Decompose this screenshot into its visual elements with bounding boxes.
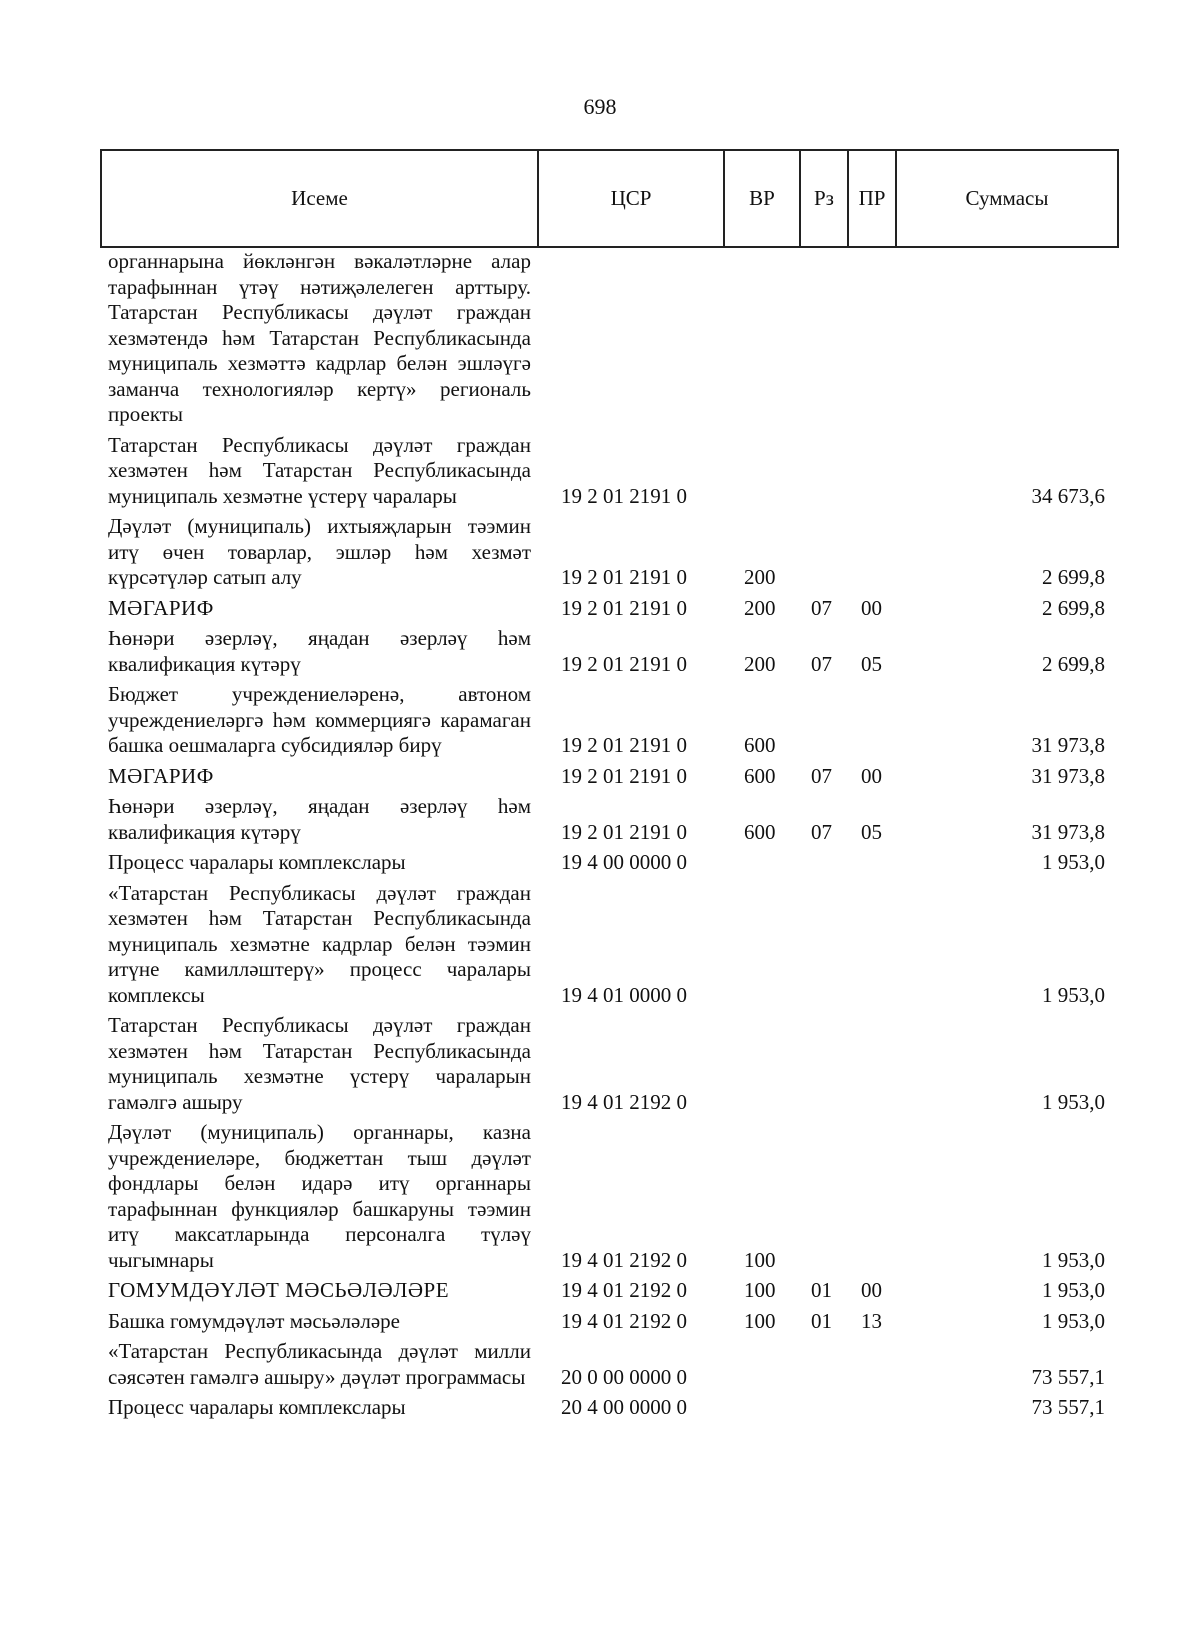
cell-name: органнарына йөкләнгән вәкаләтләрне алар тарафыннан үтәү нәтиҗәлелеген арттыру. Татарстан Республикасы дәүләт граждан хезмәтендә һәм Татарстан Республикасында муниципаль хезмәттә кадрлар белән эшләүгә заманча технологияләр кертү» региональ проекты: [108, 249, 531, 426]
cell-name: «Татарстан Республикасы дәүләт граждан хезмәтен һәм Татарстан Республикасында муниципаль хезмәтне кадрлар белән тәэмин итүне камилләштерү» процесс чаралары комплексы: [108, 880, 531, 1007]
cell-sum: 1 953,0: [1042, 1247, 1105, 1272]
cell-rz: [799, 1120, 847, 1278]
cell-rz: 07: [811, 763, 832, 788]
cell-csr: 19 2 01 2191 0: [561, 595, 687, 620]
header-name: Исеме: [101, 150, 538, 247]
cell-name: Һөнәри әзерләү, яңадан әзерләү һәм квалификация күтәрү: [108, 626, 531, 676]
cell-sum: 34 673,6: [1031, 483, 1105, 508]
cell-vr: [723, 881, 799, 1014]
table-row: [100, 1395, 1117, 1426]
cell-csr: 19 4 01 2192 0: [561, 1278, 687, 1302]
cell-vr: [723, 850, 799, 881]
cell-pr: 00: [861, 595, 882, 620]
cell-name: «Татарстан Республикасында дәүләт милли сәясәтен гамәлгә ашыру» дәүләт программасы: [108, 1339, 531, 1389]
table-row: [100, 794, 1117, 850]
cell-rz: 01: [811, 1308, 832, 1333]
cell-rz: [799, 1013, 847, 1120]
cell-csr: 19 2 01 2191 0: [561, 819, 687, 844]
header-vr: ВР: [724, 150, 800, 247]
cell-vr: [723, 1395, 799, 1426]
cell-vr: [723, 1013, 799, 1120]
cell-csr: 19 4 01 2192 0: [561, 1247, 687, 1272]
cell-name: Бюджет учреждениеләренә, автоном учреждениеләргә һәм коммерциягә карамаган башка оешмаларга субсидияләр бирү: [108, 682, 531, 757]
table-row: [100, 514, 1117, 596]
cell-vr: [723, 249, 799, 433]
cell-vr: 200: [744, 565, 776, 589]
cell-csr: 19 4 00 0000 0: [561, 850, 687, 874]
cell-pr: [847, 249, 895, 433]
table-row: [100, 764, 1117, 795]
budget-table: [100, 249, 1117, 1426]
cell-sum: 1 953,0: [1042, 1278, 1105, 1302]
cell-name: Һөнәри әзерләү, яңадан әзерләү һәм квалификация күтәрү: [108, 794, 531, 844]
cell-name: МӘГАРИФ: [108, 595, 214, 620]
cell-pr: [847, 682, 895, 764]
cell-rz: [799, 1339, 847, 1395]
table-row: [100, 881, 1117, 1014]
header-rz: Рз: [800, 150, 848, 247]
cell-sum: 2 699,8: [1042, 565, 1105, 589]
cell-vr: 100: [744, 1308, 776, 1333]
header-sum: Суммасы: [896, 150, 1118, 247]
cell-name: ГОМУМДӘҮЛӘТ МӘСЬӘЛӘЛӘРЕ: [108, 1278, 450, 1302]
cell-sum: 2 699,8: [1042, 651, 1105, 676]
cell-csr: 20 4 00 0000 0: [561, 1395, 687, 1419]
cell-rz: [799, 249, 847, 433]
cell-csr: 19 4 01 2192 0: [561, 1308, 687, 1333]
table-row: [100, 1309, 1117, 1340]
cell-rz: [799, 433, 847, 515]
cell-csr: 19 2 01 2191 0: [561, 763, 687, 788]
cell-pr: 00: [861, 1278, 882, 1302]
cell-sum: 1 953,0: [1042, 850, 1105, 874]
cell-sum: [895, 249, 1117, 433]
cell-pr: [847, 1013, 895, 1120]
cell-name: Процесс чаралары комплекслары: [108, 1395, 406, 1419]
cell-pr: [847, 433, 895, 515]
cell-vr: [723, 433, 799, 515]
cell-vr: 200: [744, 651, 776, 676]
cell-name: Дәүләт (муниципаль) ихтыяҗларын тәэмин итү өчен товарлар, эшләр һәм хезмәт күрсәтүләр сатып алу: [108, 514, 531, 589]
header-csr: ЦСР: [538, 150, 724, 247]
cell-csr: 19 4 01 2192 0: [561, 1089, 687, 1114]
cell-pr: [847, 1395, 895, 1426]
table-row: [100, 682, 1117, 764]
cell-pr: [847, 1120, 895, 1278]
cell-sum: 31 973,8: [1031, 733, 1105, 757]
cell-rz: 07: [811, 651, 832, 676]
cell-csr: [537, 249, 723, 433]
cell-name: Башка гомумдәүләт мәсьәләләре: [108, 1308, 400, 1333]
cell-sum: 73 557,1: [1031, 1364, 1105, 1389]
cell-sum: 31 973,8: [1031, 763, 1105, 788]
cell-vr: [723, 1339, 799, 1395]
cell-pr: 13: [861, 1308, 882, 1333]
table-row: [100, 433, 1117, 515]
cell-pr: [847, 881, 895, 1014]
cell-csr: 19 2 01 2191 0: [561, 651, 687, 676]
cell-name: Процесс чаралары комплекслары: [108, 850, 406, 874]
table-row: [100, 1339, 1117, 1395]
cell-pr: [847, 1339, 895, 1395]
table-body: [100, 249, 1117, 1426]
header-pr: ПР: [848, 150, 896, 247]
table-row: [100, 596, 1117, 627]
cell-vr: 100: [744, 1247, 776, 1272]
cell-sum: 1 953,0: [1042, 982, 1105, 1007]
table-row: [100, 1278, 1117, 1309]
cell-name: Татарстан Республикасы дәүләт граждан хезмәтен һәм Татарстан Республикасында муниципаль хезмәтне үстерү чаралары: [108, 432, 531, 508]
cell-rz: 07: [811, 819, 832, 844]
cell-vr: 600: [744, 819, 776, 844]
table-row: [100, 1120, 1117, 1278]
table-row: [100, 1013, 1117, 1120]
cell-rz: 07: [811, 595, 832, 620]
cell-sum: 73 557,1: [1031, 1395, 1105, 1419]
cell-pr: [847, 850, 895, 881]
cell-name: МӘГАРИФ: [108, 763, 214, 788]
table-row: [100, 249, 1117, 433]
cell-rz: 01: [811, 1278, 832, 1302]
cell-rz: [799, 514, 847, 596]
cell-sum: 31 973,8: [1031, 819, 1105, 844]
page-number: 698: [583, 94, 617, 119]
cell-rz: [799, 682, 847, 764]
cell-vr: 600: [744, 733, 776, 757]
cell-vr: 200: [744, 595, 776, 620]
cell-csr: 19 4 01 0000 0: [561, 982, 687, 1007]
cell-sum: 2 699,8: [1042, 595, 1105, 620]
cell-csr: 19 2 01 2191 0: [561, 733, 687, 757]
table-row: [100, 626, 1117, 682]
cell-pr: [847, 514, 895, 596]
cell-rz: [799, 881, 847, 1014]
cell-pr: 05: [861, 819, 882, 844]
cell-vr: 600: [744, 763, 776, 788]
cell-pr: 00: [861, 763, 882, 788]
cell-name: Дәүләт (муниципаль) органнары, казна учреждениеләре, бюджеттан тыш дәүләт фондлары белән идарә итү органнары тарафыннан функцияләр башкаруны тәэмин итү максатларында персоналга түләү чыгымнары: [108, 1120, 531, 1272]
cell-pr: 05: [861, 651, 882, 676]
cell-csr: 19 2 01 2191 0: [561, 565, 687, 589]
cell-csr: 19 2 01 2191 0: [561, 483, 687, 508]
cell-vr: 100: [744, 1278, 776, 1302]
cell-name: Татарстан Республикасы дәүләт граждан хезмәтен һәм Татарстан Республикасында муниципаль хезмәтне үстерү чараларын гамәлгә ашыру: [108, 1013, 531, 1114]
cell-sum: 1 953,0: [1042, 1089, 1105, 1114]
cell-rz: [799, 850, 847, 881]
cell-csr: 20 0 00 0000 0: [561, 1364, 687, 1389]
cell-rz: [799, 1395, 847, 1426]
table-row: [100, 850, 1117, 881]
table-header: [100, 149, 1119, 248]
cell-sum: 1 953,0: [1042, 1308, 1105, 1333]
